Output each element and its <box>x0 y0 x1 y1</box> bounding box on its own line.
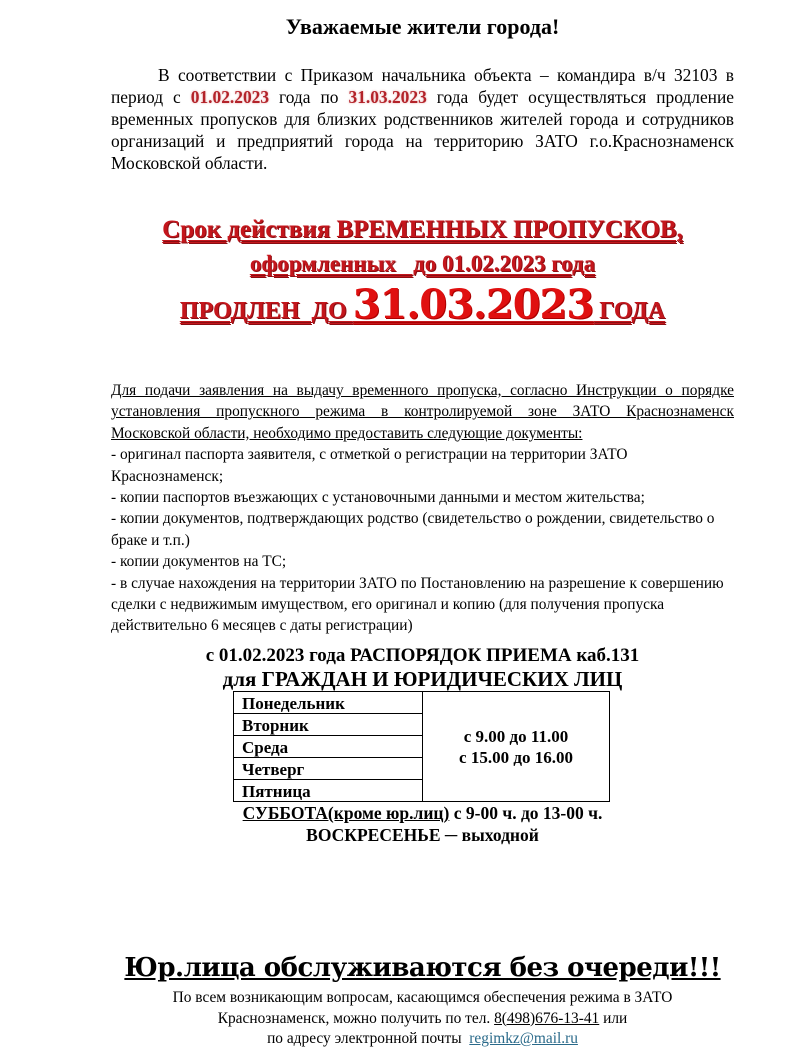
contact-text: по адресу электронной почты <box>267 1030 470 1047</box>
documents-section <box>111 380 734 637</box>
contact-line-2 <box>0 1009 785 1030</box>
lead-line: Для подачи заявления на выдачу временного пропуска, согласно Инструкции о порядке <box>111 382 734 399</box>
documents-lead <box>111 380 734 444</box>
document-item: - копии документов, подтверждающих родство (свидетельство о рождении, свидетельство о браке и т.п.) <box>111 510 715 549</box>
intro-text-3: года будет осуществляться продление временных пропусков для близких родственников жителей города и сотрудников организаций и предприятий города на территорию ЗАТО г.о.Краснознаменск Московской области. <box>111 87 735 173</box>
banner-line-2-text: оформленных до 01.02.2023 года <box>249 251 596 276</box>
day-cell: Понедельник <box>234 692 423 714</box>
hours-morning: с 9.00 до 11.00 <box>463 726 569 746</box>
day-cell: Четверг <box>234 758 423 780</box>
lead-line: Московской области, необходимо предоставить следующие документы: <box>111 424 583 442</box>
intro-text-2: года по <box>269 87 349 107</box>
phone-link[interactable]: 8(498)676-13-41 <box>494 1009 600 1027</box>
contact-line-3 <box>0 1029 785 1050</box>
date-from: 01.02.2023 <box>190 87 270 107</box>
banner-line-2 <box>0 251 785 277</box>
email-link[interactable]: regimkz@mail.ru <box>469 1030 578 1047</box>
hours-afternoon: с 15.00 до 16.00 <box>459 747 573 767</box>
intro-text-1: В соответствии с Приказом начальника объекта – командира в/ч 32103 в период с <box>111 65 734 107</box>
saturday-time: с 9-00 ч. до 13-00 ч. <box>449 803 603 823</box>
day-cell: Пятница <box>234 780 423 802</box>
date-to: 31.03.2023 <box>348 87 427 107</box>
document-item: - копии документов на ТС; <box>111 553 287 571</box>
lead-line: установления пропускного режима в контролируемой зоне ЗАТО Краснознаменск <box>111 403 734 421</box>
contact-line-1: По всем возникающим вопросам, касающимся обеспечения режима в ЗАТО <box>172 989 673 1006</box>
hours-cell <box>423 692 610 802</box>
intro-paragraph <box>111 64 734 174</box>
contact-info <box>0 988 785 1050</box>
document-item: - в случае нахождения на территории ЗАТО по Постановлению на разрешение к совершению сделки с недвижимым имуществом, его оригинал и копию (для получения пропуска действительно 6 месяцев с даты регистрации) <box>111 574 724 635</box>
sunday-note: ВОСКРЕСЕНЬЕ ─ выходной <box>306 825 539 845</box>
saturday-label: СУББОТА(кроме юр.лиц) <box>242 803 450 823</box>
document-item: - оригинал паспорта заявителя, с отметкой о регистрации на территории ЗАТО Краснознаменск; <box>111 446 628 485</box>
day-cell: Среда <box>234 736 423 758</box>
banner-line-3 <box>0 281 785 328</box>
banner-big-date: 31.03.2023 <box>352 281 594 328</box>
schedule-subtitle: для ГРАЖДАН И ЮРИДИЧЕСКИХ ЛИЦ <box>222 667 623 691</box>
contact-text: или <box>599 1009 628 1027</box>
day-cell: Вторник <box>234 714 423 736</box>
document-item: - копии паспортов въезжающих с установочными данными и местом жительства; <box>111 489 645 507</box>
legal-entities-note: Юр.лица обслуживаются без очереди!!! <box>124 953 721 983</box>
banner-line-1: Срок действия ВРЕМЕННЫХ ПРОПУСКОВ, <box>162 216 683 243</box>
schedule-table <box>233 691 610 802</box>
table-row <box>234 692 610 714</box>
schedule-title: с 01.02.2023 года РАСПОРЯДОК ПРИЕМА каб.131 <box>205 645 640 666</box>
page-title: Уважаемые жители города! <box>285 14 560 39</box>
saturday-hours <box>0 803 785 824</box>
contact-text: Краснознаменск, можно получить по тел. <box>217 1009 495 1027</box>
banner-suffix: ГОДА <box>593 298 666 324</box>
banner-prefix: ПРОДЛЕН ДО <box>179 298 353 324</box>
